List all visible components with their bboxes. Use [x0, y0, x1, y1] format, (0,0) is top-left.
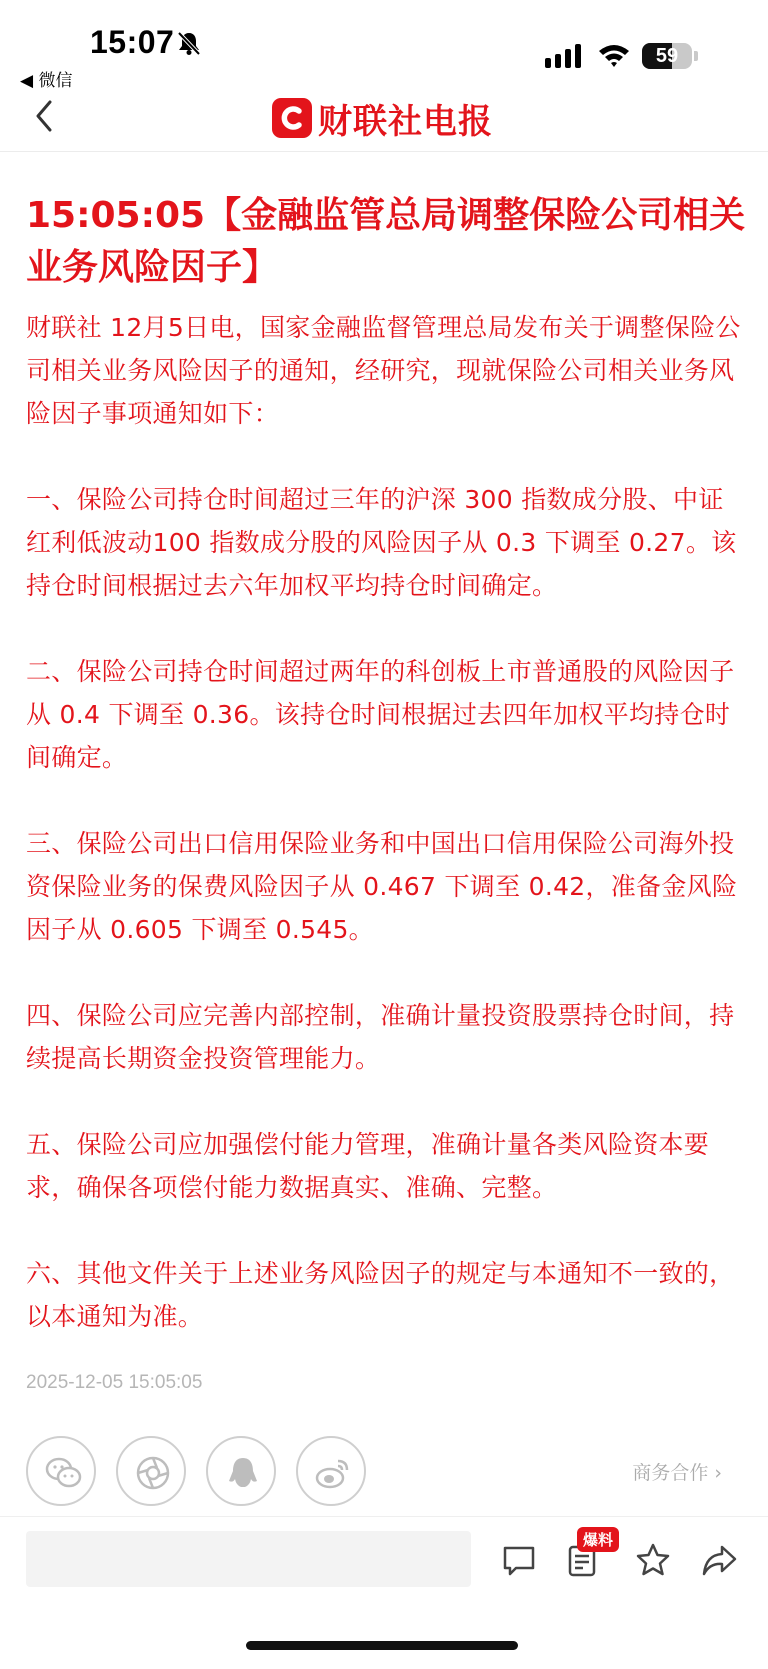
- bell-off-icon: [176, 30, 202, 56]
- article-body: [26, 306, 746, 1338]
- article-timestamp: 2025-12-05 15:05:05: [26, 1372, 203, 1393]
- weibo-icon: [313, 1453, 353, 1493]
- share-wechat-button[interactable]: [26, 1436, 96, 1506]
- home-indicator[interactable]: [246, 1641, 518, 1650]
- article-paragraph-4: 四、保险公司应完善内部控制，准确计量投资股票持仓时间，持续提高长期资金投资管理能力。: [26, 1001, 735, 1073]
- article-paragraph-intro: 财联社 12月5日电，国家金融监督管理总局发布关于调整保险公司相关业务风险因子的通知，经研究，现就保险公司相关业务风险因子事项通知如下：: [26, 313, 741, 428]
- business-cooperation-link[interactable]: 商务合作 ›: [632, 1462, 722, 1484]
- bottom-toolbar: [0, 1516, 768, 1616]
- article-paragraph-2: 二、保险公司持仓时间超过两年的科创板上市普通股的风险因子从 0.4 下调至 0.36。该持仓时间根据过去四年加权平均持仓时间确定。: [26, 657, 735, 772]
- status-time: 15:07: [90, 24, 175, 60]
- comment-input[interactable]: [26, 1531, 471, 1587]
- share-row: [26, 1436, 746, 1508]
- moments-icon: [133, 1453, 173, 1493]
- comment-icon[interactable]: [500, 1541, 538, 1579]
- nav-bar: [0, 88, 768, 152]
- star-icon[interactable]: [634, 1541, 672, 1579]
- article: [26, 190, 746, 1381]
- brand-title: 财联社电报: [318, 101, 493, 142]
- share-moments-button[interactable]: [116, 1436, 186, 1506]
- share-weibo-button[interactable]: [296, 1436, 366, 1506]
- brand-logo: [272, 98, 312, 138]
- status-bar: [0, 0, 768, 92]
- battery-level: 59: [655, 45, 679, 67]
- wifi-icon: [597, 42, 631, 68]
- article-headline: 15:05:05【金融监管总局调整保险公司相关业务风险因子】: [26, 195, 746, 288]
- wechat-icon: [43, 1453, 83, 1493]
- share-icon[interactable]: [700, 1541, 738, 1579]
- tip-off-badge[interactable]: 爆料: [577, 1527, 619, 1552]
- article-paragraph-6: 六、其他文件关于上述业务风险因子的规定与本通知不一致的，以本通知为准。: [26, 1259, 735, 1331]
- article-paragraph-1: 一、保险公司持仓时间超过三年的沪深 300 指数成分股、中证红利低波动100 指数成分股的风险因子从 0.3 下调至 0.27。该持仓时间根据过去六年加权平均持仓时间确定。: [26, 485, 737, 600]
- back-chevron-icon[interactable]: [30, 96, 60, 136]
- back-to-app-link[interactable]: ◀ 微信: [20, 71, 73, 91]
- share-qq-button[interactable]: [206, 1436, 276, 1506]
- brand-header: [272, 94, 493, 142]
- battery-indicator: [642, 43, 698, 69]
- cellular-signal-icon: [545, 44, 585, 68]
- qq-icon: [223, 1453, 263, 1493]
- article-paragraph-3: 三、保险公司出口信用保险业务和中国出口信用保险公司海外投资保险业务的保费风险因子从 0.467 下调至 0.42，准备金风险因子从 0.605 下调至 0.545。: [26, 829, 738, 944]
- article-paragraph-5: 五、保险公司应加强偿付能力管理，准确计量各类风险资本要求，确保各项偿付能力数据真实、准确、完整。: [26, 1130, 710, 1202]
